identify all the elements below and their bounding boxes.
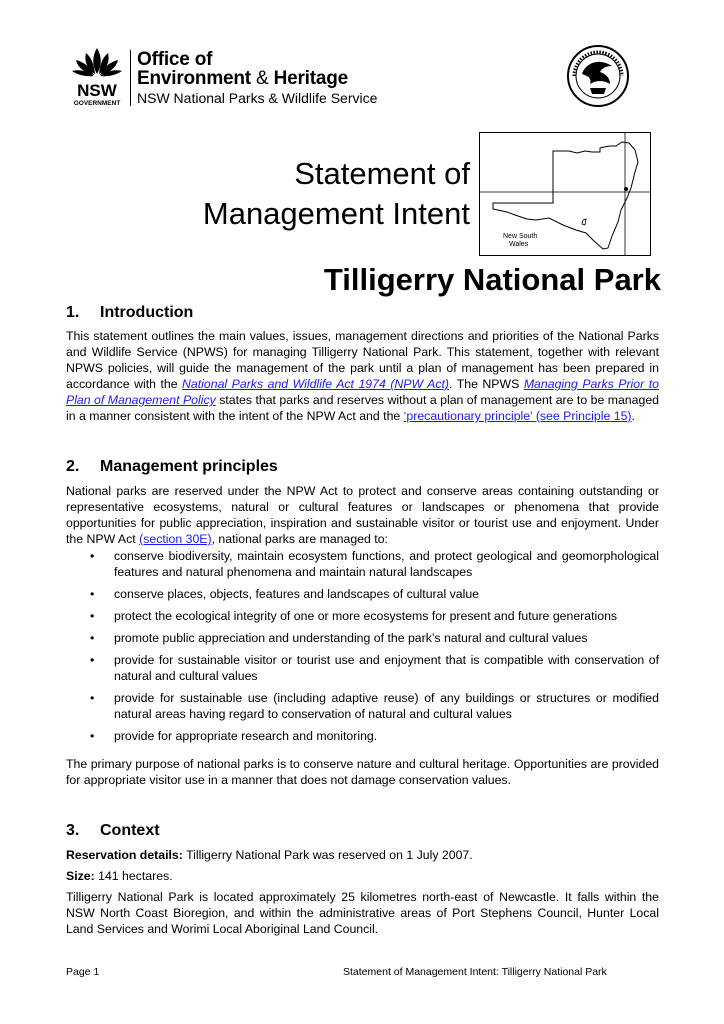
nsw-logo-text: NSW	[77, 81, 117, 100]
introduction-paragraph: This statement outlines the main values, issues, management directions and priorities of the National Parks and Wildlife Service (NPWS) for managing Tilligerry National Park. This statement, together with relevant NPWS policies, will guide the management of the park until a plan of management has been prepared in accordance with the National Parks and Wildlife Act 1974 (NPW Act). The NPWS Managing Parks Prior to Plan of Management Policy states that parks and reserves without a plan of management are to be managed in a manner consistent with the intent of the NPW Act and the ‘precautionary principle’ (see Principle 15).	[66, 329, 660, 423]
principles-list	[66, 548, 659, 744]
org-line-3: NSW National Parks & Wildlife Service	[137, 90, 378, 106]
section-heading: 2. Management principles	[66, 458, 278, 475]
section-context	[66, 821, 659, 937]
nsw-location-map	[479, 132, 651, 256]
list-item: • conserve biodiversity, maintain ecosystem functions, and protect geological and geomorphological features and natural phenomena and maintain natural landscapes	[90, 549, 659, 579]
page-footer	[66, 966, 659, 978]
list-item: • provide for sustainable use (including adaptive reuse) of any buildings or structures or modified natural areas having regard to conservation of natural and cultural values	[90, 691, 659, 721]
nsw-government-logo	[66, 44, 128, 108]
section-heading: 1. Introduction	[66, 304, 194, 321]
section-30e-link[interactable]: (section 30E)	[139, 532, 212, 546]
footer-title: Statement of Management Intent: Tilligerry National Park	[343, 966, 607, 978]
npws-seal-logo	[566, 44, 630, 108]
section-introduction	[66, 303, 659, 424]
reservation-details: Reservation details: Tilligerry National Park was reserved on 1 July 2007.	[66, 848, 473, 862]
principles-intro: National parks are reserved under the NPW Act to protect and conserve areas containing outstanding or representative ecosystems, natural or cultural features or landscapes or phenomena that provide opportunities for public appreciation, inspiration and sustainable visitor or tourist use and enjoyment. Under the NPW Act (section 30E), national parks are managed to:	[66, 484, 659, 546]
title-line-1: Statement of	[294, 156, 470, 191]
map-label-line-1: New South	[503, 233, 538, 240]
policy-link[interactable]: Managing Parks Prior to Plan of Management Policy	[66, 377, 659, 407]
organisation-name	[137, 50, 377, 105]
list-item: • promote public appreciation and understanding of the park’s natural and cultural values	[90, 631, 588, 645]
section-management-principles	[66, 457, 659, 788]
list-item: • conserve places, objects, features and landscapes of cultural value	[90, 587, 480, 601]
park-size: Size: 141 hectares.	[66, 869, 173, 883]
principles-closing: The primary purpose of national parks is to conserve nature and cultural heritage. Opportunities are provided for appropriate visitor use in a manner that does not damage conservation values.	[66, 757, 659, 787]
precautionary-principle-link[interactable]: ‘precautionary principle’ (see Principle 15)	[403, 409, 632, 423]
title-line-2: Management Intent	[202, 196, 470, 231]
org-line-1: Office of	[137, 49, 213, 70]
list-item: • provide for appropriate research and monitoring.	[90, 729, 378, 743]
map-label-line-2: Wales	[509, 241, 529, 248]
document-title	[100, 154, 470, 234]
npw-act-link[interactable]: National Parks and Wildlife Act 1974 (NPW Act)	[182, 377, 450, 391]
list-item: • protect the ecological integrity of one or more ecosystems for present and future generations	[90, 609, 618, 623]
logo-divider	[130, 50, 131, 106]
nsw-logo-subtext: GOVERNMENT	[73, 100, 121, 107]
org-line-2: Environment & Heritage	[137, 68, 349, 89]
section-heading: 3. Context	[66, 822, 160, 839]
park-title: Tilligerry National Park	[323, 262, 661, 297]
location-paragraph: Tilligerry National Park is located approximately 25 kilometres north-east of Newcastle. It falls within the NSW North Coast Bioregion, and within the administrative areas of Port Stephens Council, Hunter Local Land Services and Worimi Local Aboriginal Land Council.	[66, 890, 659, 936]
page-number: Page 1	[66, 966, 100, 978]
list-item: • provide for sustainable visitor or tourist use and enjoyment that is compatible with conservation of natural and cultural values	[90, 653, 659, 683]
